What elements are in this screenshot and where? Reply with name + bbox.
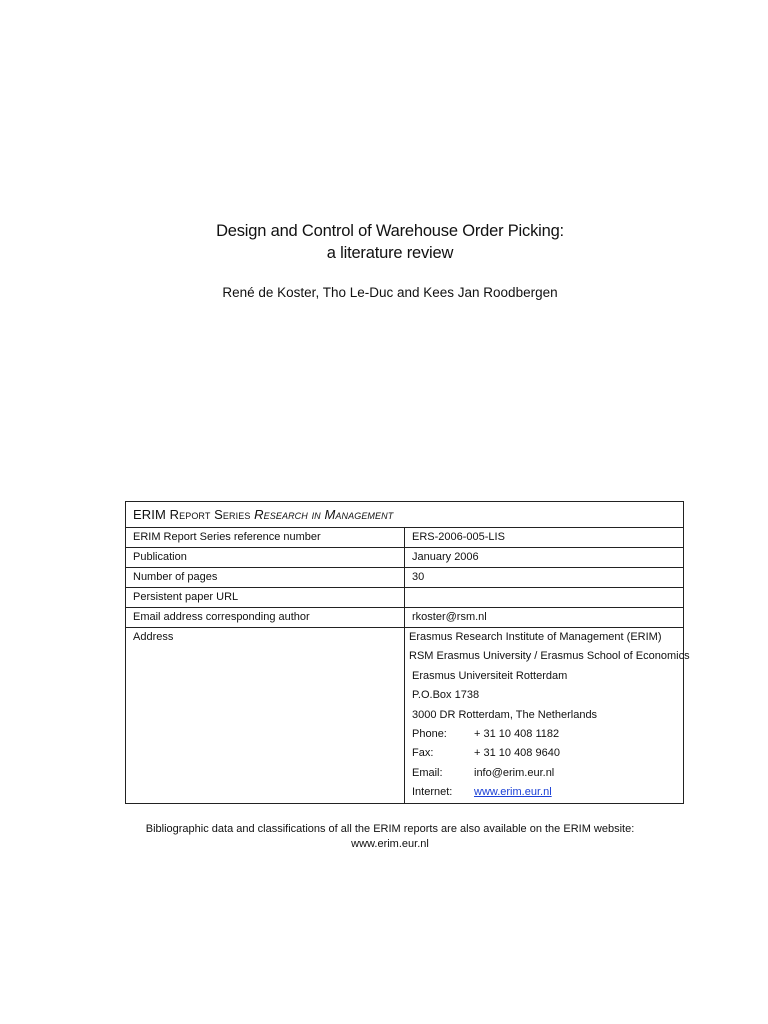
internet-line bbox=[409, 783, 679, 802]
document-authors: René de Koster, Tho Le-Duc and Kees Jan Roodbergen bbox=[222, 285, 558, 300]
header-erim: ERIM bbox=[133, 507, 166, 522]
fax-value: + 31 10 408 9640 bbox=[474, 747, 560, 760]
email-line bbox=[409, 764, 679, 783]
phone-value: + 31 10 408 1182 bbox=[474, 727, 560, 740]
address-line: Erasmus Universiteit Rotterdam bbox=[412, 669, 568, 682]
table-row bbox=[126, 568, 684, 588]
row-label: Publication bbox=[126, 548, 405, 568]
table-row bbox=[126, 548, 684, 568]
email-value: info@erim.eur.nl bbox=[474, 766, 555, 779]
header-report-series: Report Series bbox=[169, 507, 251, 522]
address-line: P.O.Box 1738 bbox=[412, 689, 480, 702]
fax-label: Fax: bbox=[412, 747, 434, 760]
header-research-in-management: Research in Management bbox=[254, 507, 394, 522]
address-label: Address bbox=[126, 628, 405, 804]
table-header-row bbox=[126, 502, 684, 528]
table-row bbox=[126, 528, 684, 548]
address-value bbox=[405, 628, 690, 804]
footnote bbox=[0, 822, 768, 852]
footnote-website: www.erim.eur.nl bbox=[351, 838, 429, 850]
table-row bbox=[126, 608, 684, 628]
row-value: rkoster@rsm.nl bbox=[405, 608, 684, 628]
row-label: ERIM Report Series reference number bbox=[126, 528, 405, 548]
phone-label: Phone: bbox=[412, 727, 447, 740]
row-value: ERS-2006-005-LIS bbox=[405, 528, 684, 548]
table-header bbox=[126, 502, 684, 528]
row-value: 30 bbox=[405, 568, 684, 588]
row-label: Persistent paper URL bbox=[126, 588, 405, 608]
row-label: Email address corresponding author bbox=[126, 608, 405, 628]
report-info-table bbox=[125, 501, 690, 804]
title-line-2: a literature review bbox=[326, 244, 454, 262]
table-row bbox=[126, 588, 684, 608]
address-line: 3000 DR Rotterdam, The Netherlands bbox=[412, 708, 598, 721]
footnote-line-1: Bibliographic data and classifications of all the ERIM reports are also available on the ERIM website: bbox=[145, 823, 635, 835]
document-title bbox=[0, 220, 768, 264]
address-row bbox=[126, 628, 684, 804]
row-label: Number of pages bbox=[126, 568, 405, 588]
row-value: January 2006 bbox=[405, 548, 684, 568]
title-line-1: Design and Control of Warehouse Order Picking: bbox=[216, 222, 564, 240]
internet-label: Internet: bbox=[412, 786, 453, 799]
email-label: Email: bbox=[412, 766, 443, 779]
address-line: RSM Erasmus University / Erasmus School of Economics bbox=[409, 650, 690, 663]
fax-line bbox=[409, 744, 679, 763]
row-value bbox=[405, 588, 684, 608]
website-link[interactable]: www.erim.eur.nl bbox=[474, 786, 552, 799]
phone-line bbox=[409, 725, 679, 744]
address-line: Erasmus Research Institute of Management (ERIM) bbox=[409, 631, 662, 643]
